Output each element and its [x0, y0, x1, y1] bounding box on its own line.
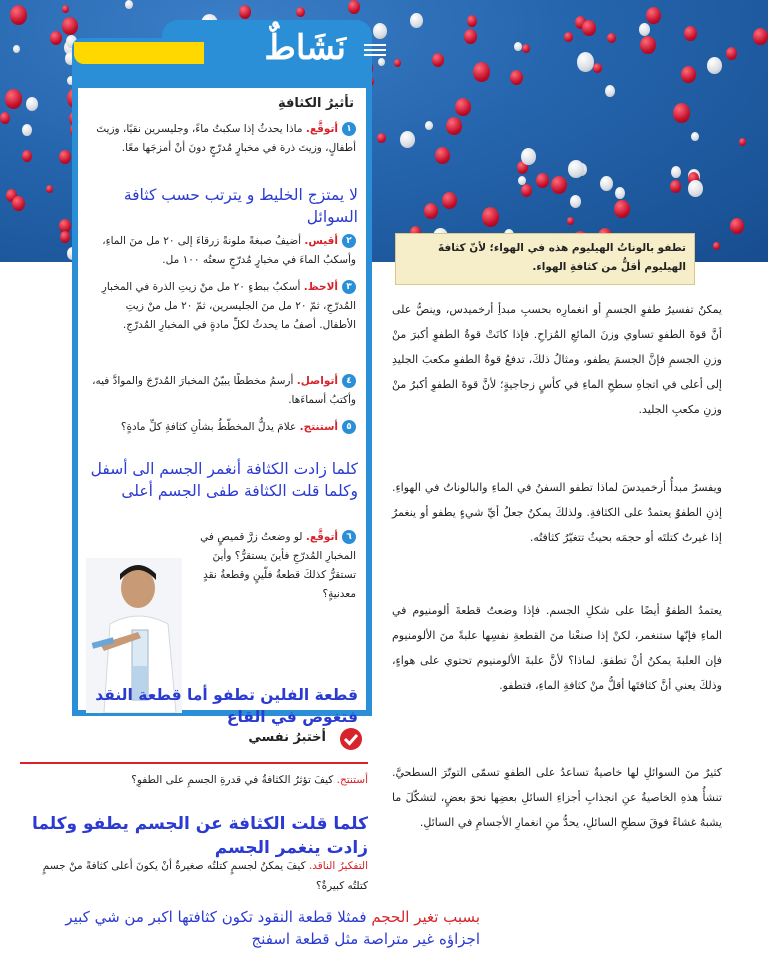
- balloon: [0, 112, 10, 124]
- step-verb: أتواصل.: [296, 375, 338, 387]
- handwritten-answer-3-text: قطعة الفلين تطفو أما قطعة النقد فتغوص في القاع: [95, 686, 358, 726]
- step-verb: أتوقَّع.: [305, 531, 338, 543]
- balloon: [570, 195, 581, 208]
- handwritten-self-answer-1: كلما قلت الكثافة عن الجسم يطفو وكلما زادت ينغمر الجسم: [31, 814, 368, 858]
- step-number: ٦: [342, 530, 356, 544]
- step-verb: أستنتج.: [299, 421, 338, 433]
- activity-step-6: [186, 528, 356, 604]
- balloon: [730, 218, 744, 234]
- activity-step-5: [88, 418, 356, 437]
- activity-step-2: [88, 232, 356, 270]
- balloon: [600, 176, 613, 191]
- activity-step-3: [88, 278, 356, 335]
- balloon: [521, 184, 532, 197]
- handwritten-answer-2: كلما زادت الكثافة أنغمر الجسم الى أسفل وكلما قلت الكثافة طفى الجسم أعلى: [90, 460, 358, 500]
- balloon: [60, 231, 70, 243]
- balloon: [582, 20, 596, 36]
- checkmark-icon: [340, 728, 362, 750]
- self-test-question-1: [23, 770, 368, 790]
- balloon: [753, 28, 768, 45]
- balloon: [510, 70, 523, 85]
- main-paragraph-3: يعتمدُ الطفوُ أيضًا على شكلِ الجسم. فإذا وضعتُ قطعةَ ألومنيوم في الماءِ فإنّها ستنغمر، لكنْ إذا صنعْنا منَ القطعةِ نفسِها علبةً منَ الألومنيوم فإن العلبةَ يمكنُ أنْ تطفوَ. لماذا؟ لأنَّ علبةَ الألومنيوم تحتوي على هواءٍ، وذلكَ يعني أنَّ كثافتَها أقلُّ منْ كثافةِ الماءِ، فتطفو.: [392, 604, 722, 692]
- self-test-title: أختبرُ نفسي: [248, 730, 326, 745]
- balloon: [442, 192, 457, 209]
- activity-step-1: [88, 120, 356, 158]
- step-text: ماذا يحدثُ إذا سكبتُ ماءً، وجليسرين نقيًا، وزيتَ أطفالٍ، وزيتَ ذرة في مخبارٍ مُدرّجٍ دونَ أنْ أمزجَها معًا.: [96, 123, 356, 154]
- step-text: علامَ يدلُّ المخطّطُ بشأنِ كثافةِ كلِّ مادةٍ؟: [120, 421, 297, 433]
- balloon: [22, 150, 32, 162]
- activity-accent-band: [74, 42, 204, 64]
- balloon: [615, 187, 625, 199]
- balloon: [482, 207, 499, 227]
- balloon: [378, 58, 385, 66]
- balloon: [726, 47, 737, 60]
- balloon: [5, 89, 22, 109]
- balloon: [26, 97, 38, 111]
- balloon: [435, 147, 450, 164]
- balloon: [432, 53, 444, 67]
- step-verb: أقيس.: [304, 235, 338, 247]
- step-number: ٥: [342, 420, 356, 434]
- balloon: [518, 176, 526, 185]
- activity-panel: [72, 28, 372, 726]
- balloon: [424, 203, 438, 219]
- balloon: [688, 180, 703, 197]
- balloon: [536, 173, 549, 188]
- balloon: [394, 59, 401, 67]
- activity-content: [78, 88, 366, 726]
- menu-lines-icon: [364, 44, 386, 58]
- self-test-divider: [20, 762, 368, 764]
- handwritten-red-phrase: بسبب تغير الحجم: [371, 908, 480, 926]
- question-verb: أستنتج.: [336, 774, 368, 786]
- balloon: [239, 5, 251, 19]
- balloon: [50, 31, 62, 45]
- balloon: [567, 217, 574, 225]
- balloon: [455, 98, 471, 116]
- balloon: [568, 160, 584, 178]
- balloon: [577, 52, 594, 72]
- balloon: [400, 131, 415, 148]
- step-number: ٤: [342, 374, 356, 388]
- question-verb: التفكيرُ الناقد.: [308, 860, 368, 872]
- balloon: [646, 7, 661, 24]
- balloon: [707, 57, 722, 74]
- question-text: كيفَ تؤثرُ الكثافةُ في قدرةِ الجسمِ على الطفوِ؟: [131, 774, 334, 786]
- main-paragraph-2: ويفسرُ مبدأُ أرخميدسَ لماذا تطفو السفنُ في الماءِ والبالوناتُ في الهواءِ. إذنِ الطفوُ يعتمدُ على الكثافةِ. ولذلكَ يمكنُ جعلُ أيِّ شيءٍ يطفو أو ينغمرُ إذا غيرتُ كتلتَه أو حجمَه بحيثُ تتغيّرُ كثافتُه.: [392, 481, 722, 544]
- main-paragraph-1: يمكنُ تفسيرُ طفوِ الجسمِ أو انغمارِه بحسبِ مبدأِ أرخميدس، وينصُّ على أنَّ قوةَ الطفوِ تساوي وزنَ المائعِ المُزاحِ. فإذا كانَتْ قوةُ الطفوِ أكبرَ منْ وزنِ الجسمِ فإنَّ الجسمَ يطفو، ومثالُ ذلكَ، تدفعُ قوةُ الطفوِ مكعبَ الجليدِ إلى أعلى في اتجاهِ سطحِ الماءِ في كأسٍ زجاجيةٍ؛ لأنَّ قوةَ الطفوِ أكبرُ منْ وزنِ مكعبِ الجليد.: [392, 303, 722, 416]
- step-verb: ألاحظ.: [303, 281, 338, 293]
- step-number: ١: [342, 122, 356, 136]
- self-test-header: [20, 728, 370, 750]
- balloon: [713, 242, 720, 250]
- balloon: [521, 148, 536, 165]
- balloon: [464, 29, 477, 44]
- balloon: [605, 85, 615, 97]
- balloon: [593, 63, 602, 73]
- balloon: [564, 32, 573, 42]
- balloon: [670, 180, 681, 193]
- balloon: [607, 33, 616, 43]
- balloon: [681, 66, 696, 83]
- handwritten-answer-3: [86, 684, 358, 728]
- balloon: [614, 200, 630, 218]
- balloon: [425, 121, 433, 130]
- step-text: أسكبُ ببطءٍ ٢٠ مل منْ زيتِ الذرة في المخبارِ المُدرّجِ، ثمّ ٢٠ مل منَ الجليسرين، ثمّ ٢٠ مل منْ زيتِ الأطفال. أصفُ ما يحدثُ لكلِّ مادةٍ في المخبارِ المُدرّجِ.: [101, 281, 356, 331]
- balloon: [640, 36, 656, 54]
- balloon: [514, 42, 522, 51]
- step-text: أضيفُ صبغةً ملونةً زرقاءَ إلى ٢٠ مل منَ الماءِ، وأسكبُ الماءَ في مخبارٍ مُدرّجٍ سعتُه ١٠٠ مل.: [102, 235, 356, 266]
- balloon: [125, 0, 133, 9]
- step-number: ٢: [342, 234, 356, 248]
- balloon: [59, 150, 71, 164]
- balloon: [12, 196, 25, 211]
- balloon: [446, 117, 462, 135]
- balloon: [551, 176, 567, 194]
- question-text: كيفَ يمكنُ لجسمٍ كتلتُه صغيرةٌ أنْ يكونَ أعلى كثافةً منْ جسمٍ كتلتُه كبيرةٌ؟: [42, 860, 368, 892]
- balloon: [62, 17, 78, 35]
- balloon: [296, 7, 305, 17]
- balloon: [522, 44, 530, 53]
- main-paragraph-4: كثيرٌ منَ السوائلِ لها خاصيةٌ تساعدُ على الطفوِ تسمّى التوتّرَ السطحيَّ. تنشأُ هذهِ الخاصيةُ عنِ انجذابِ أجزاءِ السائلِ بعضِها نحوَ بعضٍ، لتشكّلَ ما يشبهُ غشاءً فوقَ سطحِ السائلِ، يحدُّ منِ انغمارِ الأجسامِ في السائلِ.: [392, 766, 722, 829]
- balloon: [46, 185, 53, 193]
- balloon: [373, 23, 387, 39]
- balloon: [13, 45, 20, 53]
- step-number: ٣: [342, 280, 356, 294]
- balloon: [673, 103, 690, 123]
- handwritten-answer-1: لا يمتزج الخليط و يترتب حسب كثافة السوائل: [123, 186, 358, 226]
- self-test-question-2: [23, 856, 368, 896]
- balloon: [377, 133, 386, 143]
- balloon: [22, 124, 32, 136]
- activity-heading: تأثيرُ الكثافةِ: [277, 96, 354, 111]
- step-verb: أتوقَّع.: [305, 123, 338, 135]
- balloon: [473, 62, 490, 82]
- balloon: [467, 15, 477, 27]
- handwritten-self-answer-2: بسبب تغير الحجم فمثلا قطعة النقود تكون كثافتها اكبر من شي كبير اجزاؤه غير متراصة مثل قطعة اسفنج: [65, 908, 480, 948]
- balloon: [739, 138, 746, 146]
- balloon: [410, 13, 423, 28]
- balloon: [62, 5, 69, 13]
- step-text: أرسمُ مخططًا يبيّنُ المخبارَ المُدرّجَ والموادَّ فيه، وأكتبُ أسماءَها.: [92, 375, 356, 406]
- balloon: [671, 166, 681, 178]
- balloon: [10, 5, 27, 25]
- activity-step-4: [88, 372, 356, 410]
- photo-caption: تطفو بالوناتُ الهيليوم هذه في الهواء؛ لأنّ كثافةَ الهيليوم أقلُّ من كثافةِ الهواء.: [395, 233, 695, 285]
- balloon: [691, 132, 699, 141]
- balloon: [684, 26, 697, 41]
- balloon: [348, 0, 360, 14]
- balloon: [639, 23, 650, 36]
- step-text: لو وضعتُ زرَّ قميصٍ في المخبارِ المُدرّجِ فأينَ يستقرُّ؟ وأينَ تستقرُّ كذلكَ قطعةُ فلّينٍ وقطعةُ نقدٍ معدنيةٍ؟: [200, 531, 356, 600]
- activity-title: نَشَاطٌ: [264, 28, 346, 68]
